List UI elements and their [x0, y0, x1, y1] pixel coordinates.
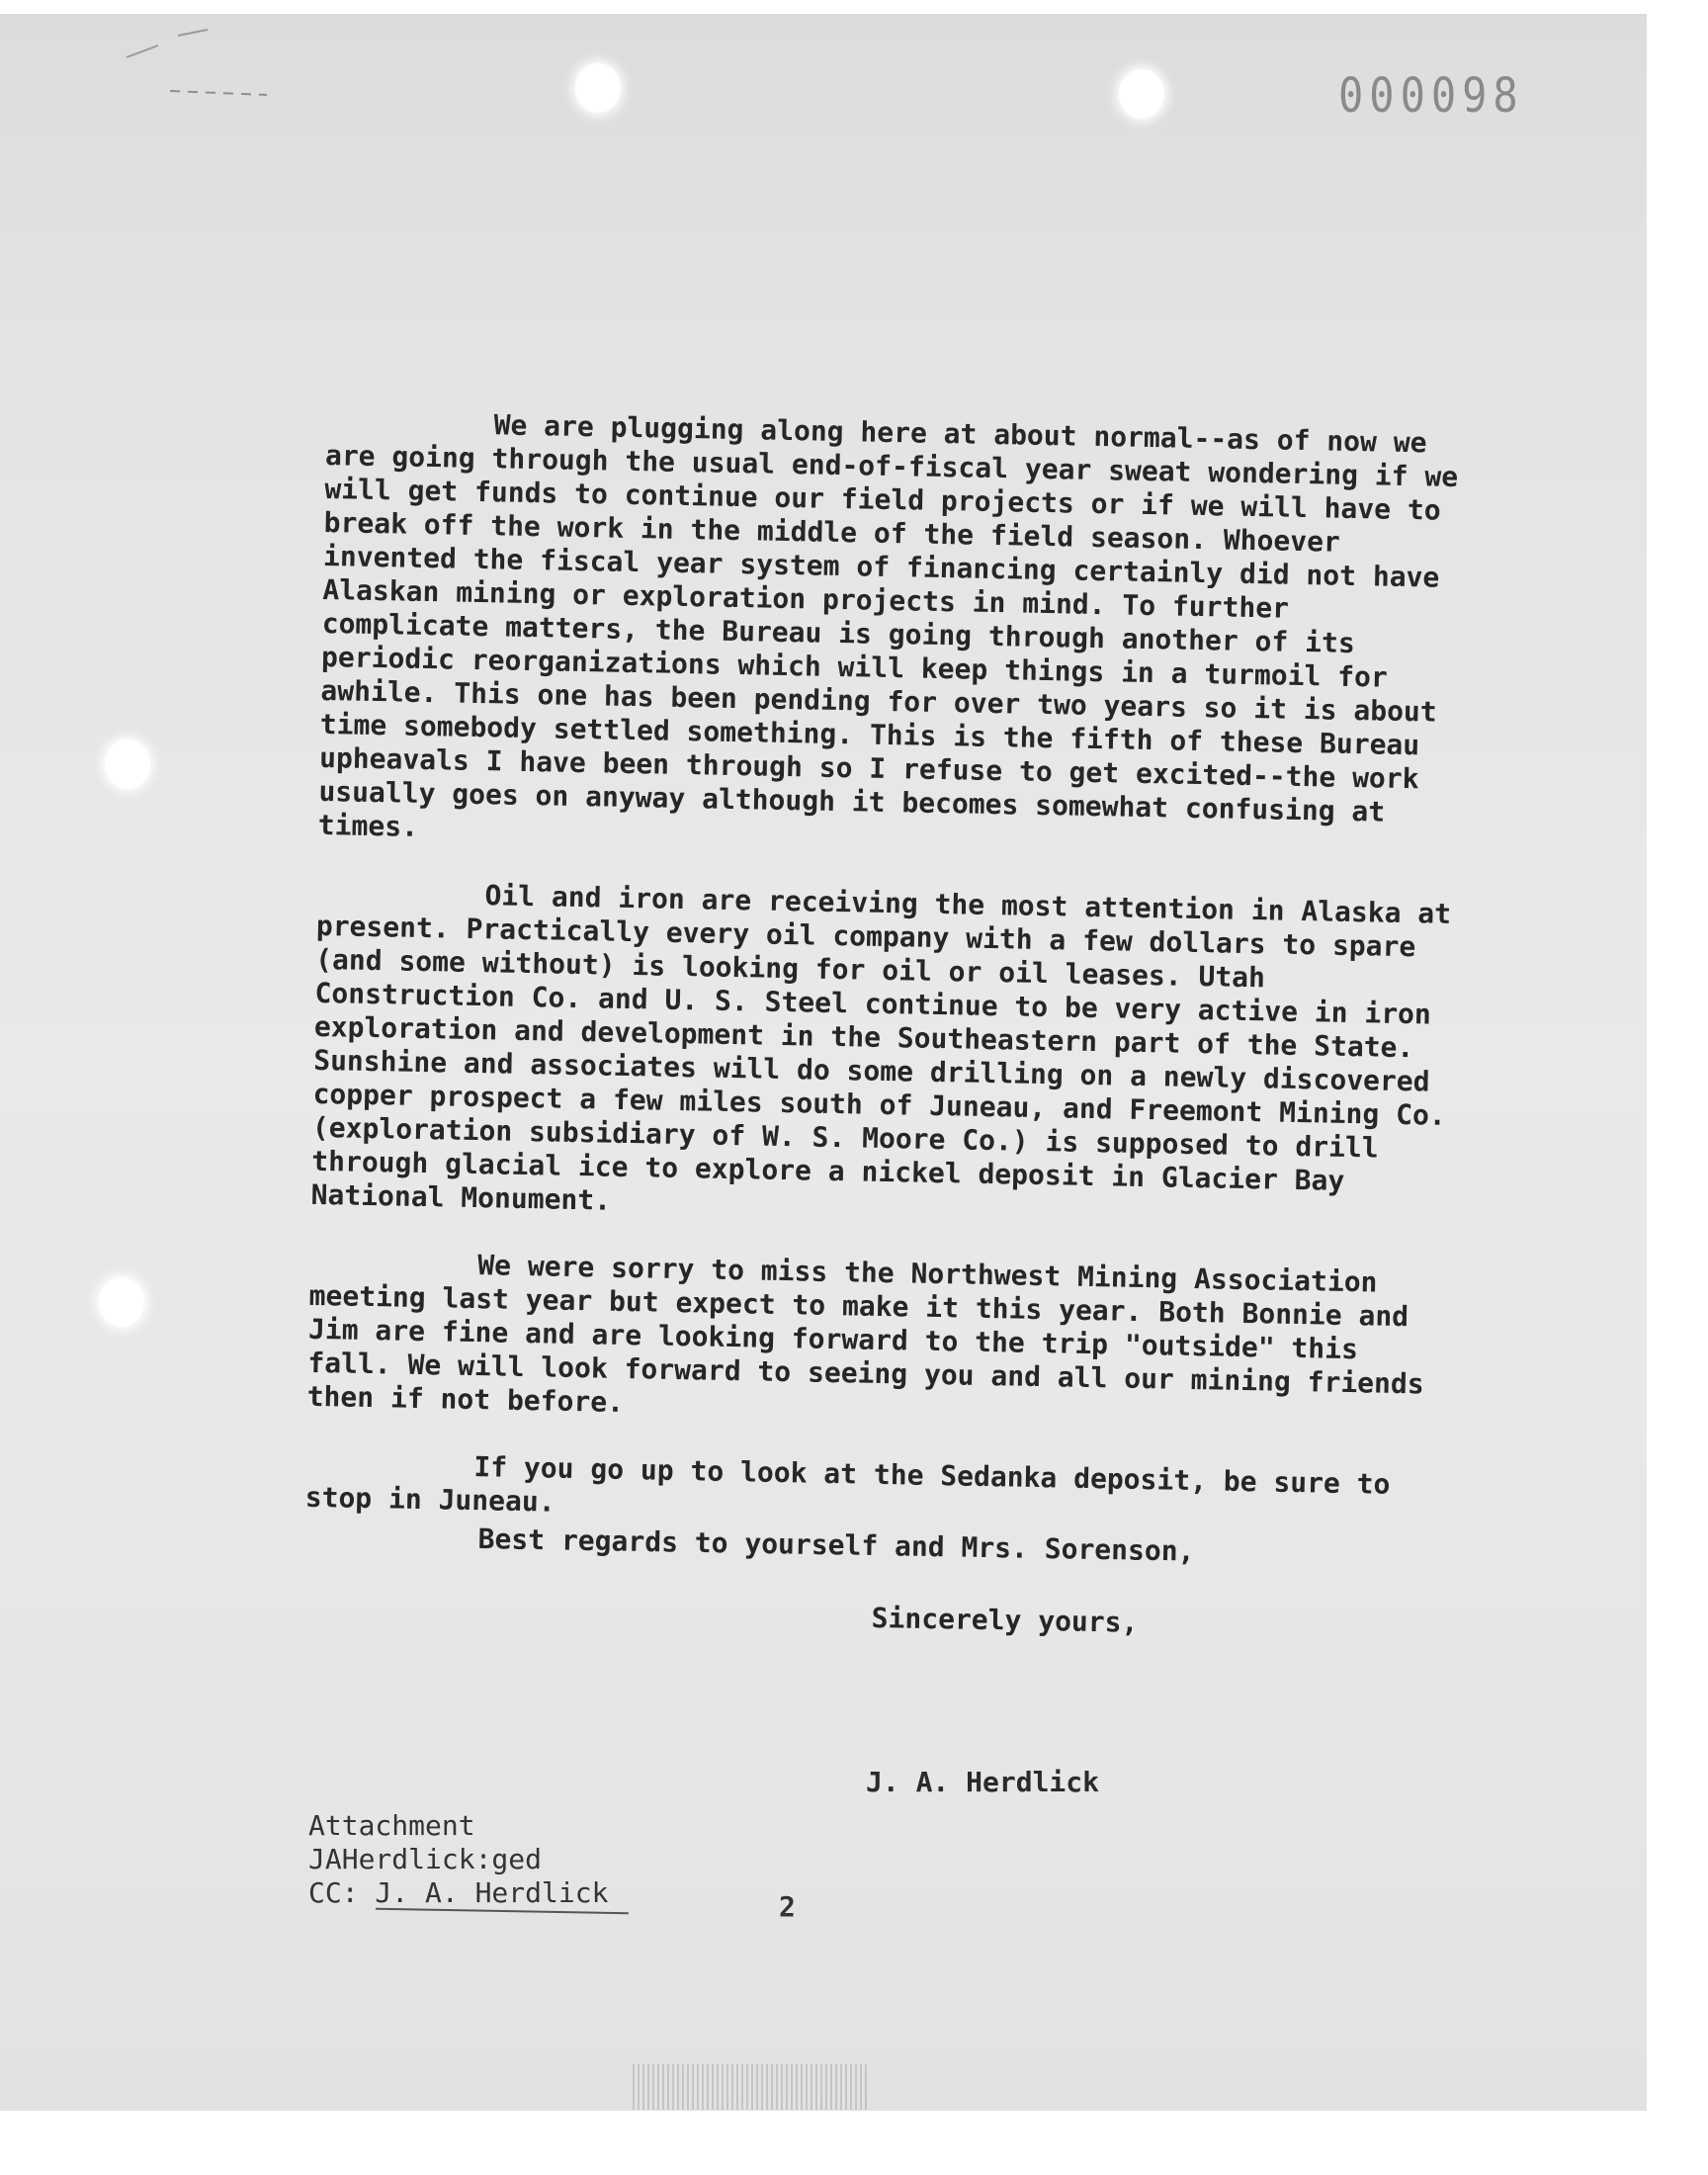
paragraph-fiscal-year: We are plugging along here at about normal--as of now we are going through the usual end-of-fiscal year sweat wondering if we will get funds to continue our field projects or if we will have to break off the work in the middle of the field season. Whoever invented the fiscal year system of financing certainly did not have Alaskan mining or exploration projects in mind. To further complicate matters, the Bureau is going through another of its periodic reorganizations which will keep things in a turmoil for awhile. This one has been pending for over two years so it is about time somebody settled something. This is the fifth of these Bureau upheavals I have been through so I refuse to get excited--the work usually goes on anyway although it becomes somewhat confusing at times.	[317, 408, 1459, 843]
closing-line: Sincerely yours,	[871, 1602, 1139, 1639]
letter-notes	[308, 1809, 608, 1910]
regards-line: Best regards to yourself and Mrs. Sorenson,	[477, 1522, 1195, 1568]
punch-hole	[575, 63, 621, 113]
letter-body	[304, 405, 1462, 1536]
signer-name: J. A. Herdlick	[866, 1766, 1100, 1798]
corner-pencil-marks	[119, 26, 277, 105]
scan-top-edge	[0, 0, 1708, 14]
paragraph-oil-and-iron: Oil and iron are receiving the most attention in Alaska at present. Practically every oil company with a few dollars to spare (and some without) is looking for oil or oil leases. Utah Construction Co. and U. S. Steel continue to be very active in iron exploration and development in the Southeastern part of the State. Sunshine and associates will do some drilling on a newly discovered copper prospect a few miles south of Juneau, and Freemont Mining Co. (exploration subsidiary of W. S. Moore Co.) is supposed to drill through glacial ice to explore a nickel deposit in Glacier Bay National Monument.	[310, 879, 1452, 1217]
page-number: 2	[779, 1890, 796, 1923]
scan-right-edge	[1647, 0, 1708, 2111]
punch-hole	[99, 1277, 144, 1327]
initials-note: JAHerdlick:ged	[308, 1843, 543, 1875]
punch-hole	[105, 740, 150, 789]
attachment-note: Attachment	[308, 1809, 475, 1842]
scan-artifact	[633, 2064, 870, 2110]
cc-note: CC: J. A. Herdlick	[308, 1876, 609, 1909]
paragraph-sedanka-deposit: If you go up to look at the Sedanka deposit, be sure to stop in Juneau.	[304, 1450, 1391, 1519]
paragraph-mining-association: We were sorry to miss the Northwest Mining Association meeting last year but expect to make it this year. Both Bonnie and Jim are fine and are looking forward to the trip "outside" this fall. We will look forward to seeing you and all our mining friends then if not before.	[306, 1249, 1424, 1419]
punch-hole	[1119, 69, 1164, 119]
document-number-stamp: 000098	[1338, 67, 1524, 124]
scan-bottom-margin	[0, 2111, 1708, 2175]
